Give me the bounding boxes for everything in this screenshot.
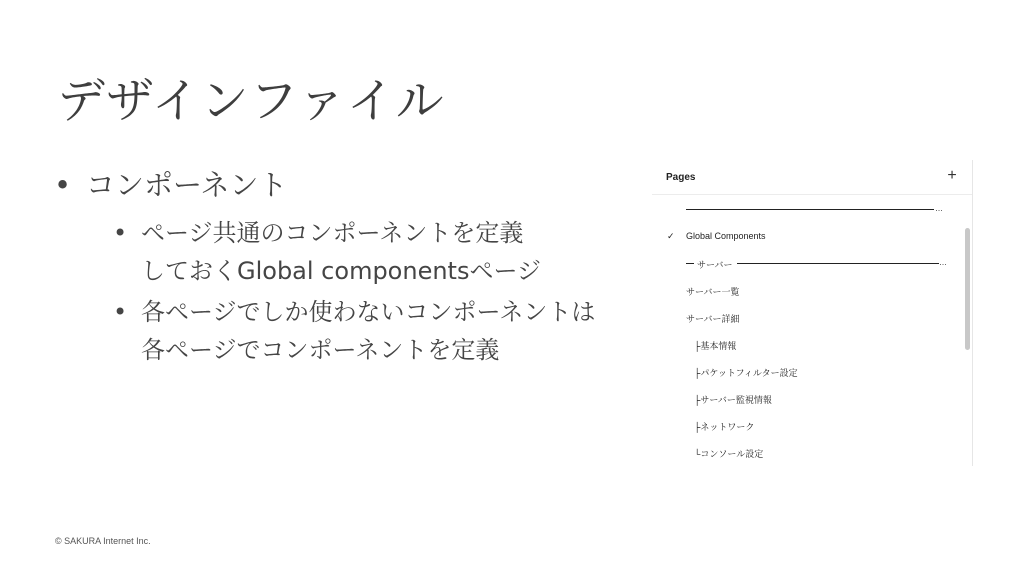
page-item-label: Global Components (686, 231, 766, 241)
sub-bullet-per-page (113, 293, 644, 369)
page-item-server-list[interactable] (652, 285, 962, 312)
pages-panel-header (652, 160, 972, 195)
bullet-text: コンポーネント (86, 168, 288, 202)
page-item-console[interactable] (652, 447, 962, 466)
page-item-server-section[interactable] (652, 258, 962, 285)
divider-line (686, 209, 934, 210)
plus-icon[interactable]: + (947, 167, 957, 184)
page-item-packet-filter[interactable] (652, 366, 962, 393)
divider-line (686, 263, 694, 264)
page-item-label: ├パケットフィルター設定 (694, 368, 798, 378)
page-item-label: サーバー (697, 260, 733, 270)
bullet-item-components (54, 166, 644, 204)
page-item-label: ├基本情報 (694, 341, 737, 351)
page-item-label: サーバー詳細 (686, 314, 740, 324)
page-item-label: ├サーバー監視情報 (694, 395, 772, 405)
check-icon: ✓ (667, 231, 675, 241)
pages-panel-screenshot (652, 160, 973, 466)
sub-bullet-line: 各ページでコンポーネントを定義 (141, 336, 500, 364)
sub-bullet-list (54, 214, 644, 369)
bullet-list (54, 166, 644, 372)
page-divider-row[interactable] (652, 204, 962, 231)
sub-bullet-global (113, 214, 644, 290)
copyright-footer: © SAKURA Internet Inc. (55, 536, 151, 546)
page-item-basic-info[interactable] (652, 339, 962, 366)
pages-panel-title: Pages (666, 172, 696, 183)
page-item-server-detail[interactable] (652, 312, 962, 339)
page-item-label: └コンソール設定 (694, 449, 764, 459)
page-item-network[interactable] (652, 420, 962, 447)
page-item-label: ├ネットワーク (694, 422, 755, 432)
ellipsis: … (935, 204, 943, 213)
divider-line (737, 263, 939, 264)
panel-scrollbar[interactable] (965, 228, 970, 350)
slide-title: デザインファイル (57, 73, 445, 129)
sub-bullet-line: しておくGlobal componentsページ (141, 257, 541, 285)
page-item-global-components[interactable] (652, 231, 962, 258)
ellipsis: … (939, 258, 947, 267)
bullet-dot: • (113, 219, 128, 247)
bullet-dot: • (54, 168, 72, 202)
page-item-label: サーバー一覧 (686, 287, 740, 297)
sub-bullet-line: ページ共通のコンポーネントを定義 (141, 219, 524, 247)
sub-bullet-line: 各ページでしか使わないコンポーネントは (141, 298, 596, 326)
bullet-dot: • (113, 298, 128, 326)
page-item-monitoring[interactable] (652, 393, 962, 420)
